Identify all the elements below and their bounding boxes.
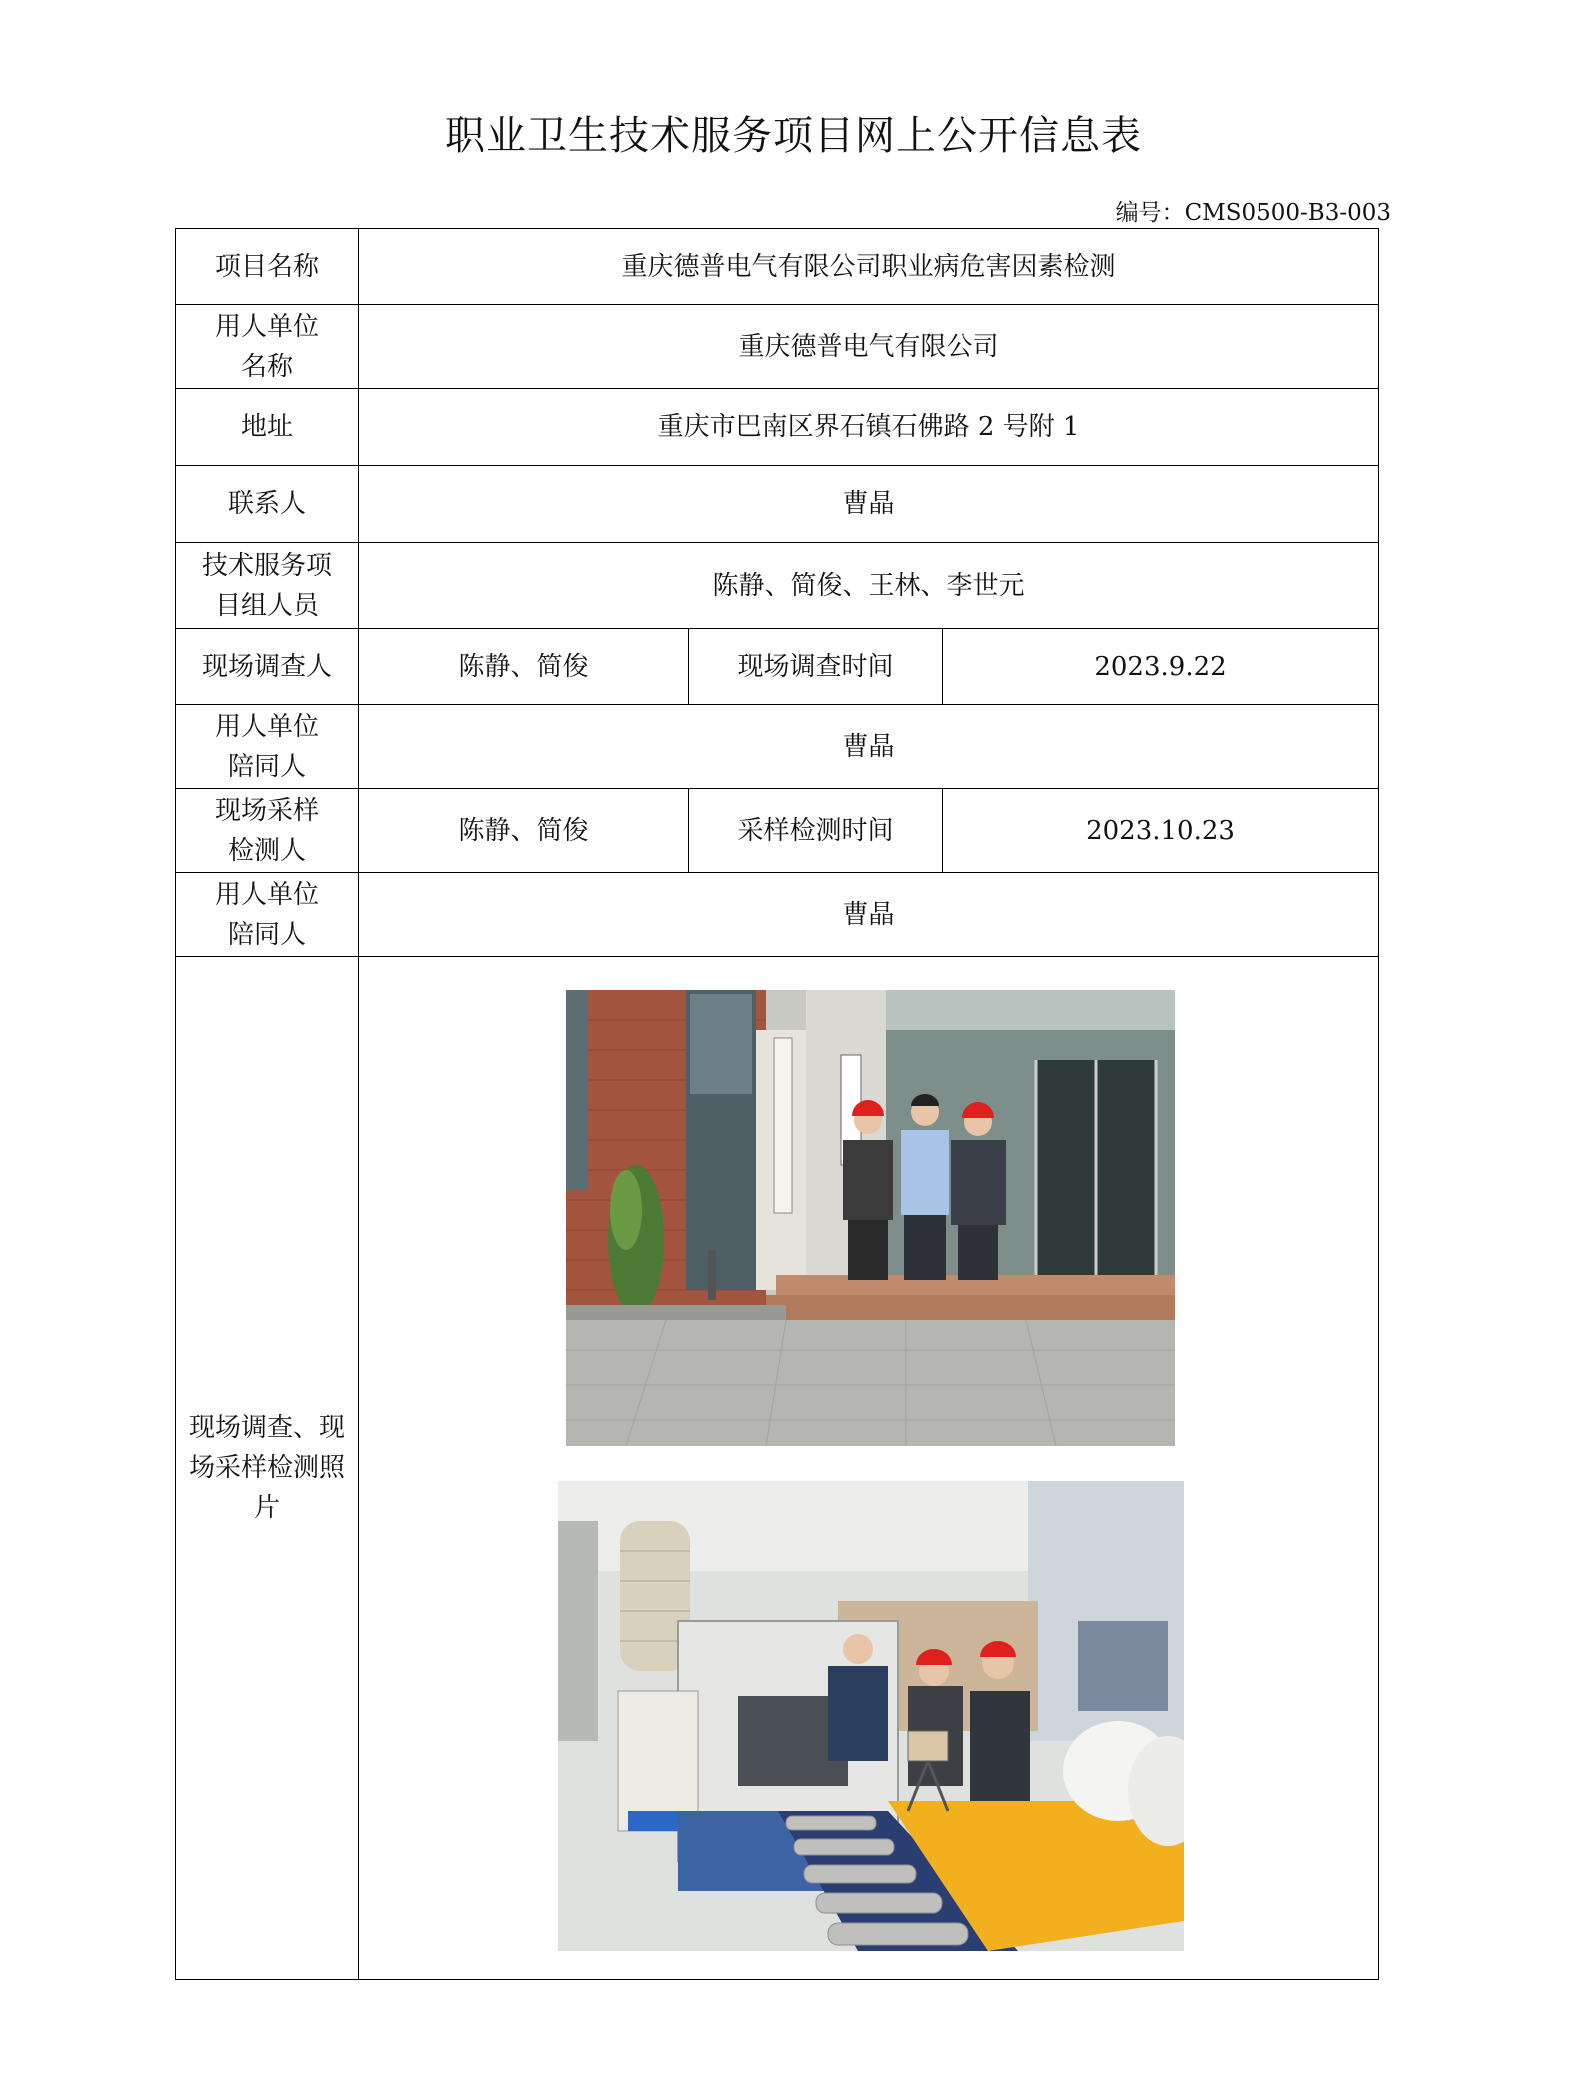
row-photos (176, 957, 1379, 1980)
label-sampling-staff: 现场采样检测人 (176, 789, 359, 873)
document-number: 编号：CMS0500-B3-003 (1115, 200, 1391, 226)
row-site-investigator (176, 629, 1379, 705)
page-title: 职业卫生技术服务项目网上公开信息表 (445, 113, 1142, 159)
row-team-members (176, 543, 1379, 629)
label-employer-name: 用人单位名称 (176, 305, 359, 389)
label-project-name: 项目名称 (176, 229, 359, 305)
value-sampling-staff: 陈静、简俊 (359, 789, 689, 873)
value-team-members: 陈静、简俊、王林、李世元 (359, 543, 1379, 629)
value-address: 重庆市巴南区界石镇石佛路 2 号附 1 (359, 389, 1379, 466)
value-contact: 曹晶 (359, 466, 1379, 543)
value-site-investigator: 陈静、简俊 (359, 629, 689, 705)
value-escort-2: 曹晶 (359, 873, 1379, 957)
label-escort-2: 用人单位陪同人 (176, 873, 359, 957)
photo-cell (359, 957, 1379, 1980)
value-employer-name: 重庆德普电气有限公司 (359, 305, 1379, 389)
label-escort-1: 用人单位陪同人 (176, 705, 359, 789)
value-escort-1: 曹晶 (359, 705, 1379, 789)
row-contact (176, 466, 1379, 543)
label-team-members: 技术服务项目组人员 (176, 543, 359, 629)
label-investigation-time: 现场调查时间 (689, 629, 943, 705)
label-contact: 联系人 (176, 466, 359, 543)
row-address (176, 389, 1379, 466)
row-employer-name (176, 305, 1379, 389)
value-sampling-time: 2023.10.23 (943, 789, 1379, 873)
photo-site-investigation (566, 990, 1175, 1446)
label-photos: 现场调查、现场采样检测照片 (176, 957, 359, 1980)
info-table (175, 228, 1379, 1980)
label-sampling-time: 采样检测时间 (689, 789, 943, 873)
value-project-name: 重庆德普电气有限公司职业病危害因素检测 (359, 229, 1379, 305)
row-sampling-staff (176, 789, 1379, 873)
label-site-investigator: 现场调查人 (176, 629, 359, 705)
row-project-name (176, 229, 1379, 305)
row-escort-1 (176, 705, 1379, 789)
value-investigation-time: 2023.9.22 (943, 629, 1379, 705)
photo-sampling-detection (558, 1481, 1184, 1951)
label-address: 地址 (176, 389, 359, 466)
row-escort-2 (176, 873, 1379, 957)
